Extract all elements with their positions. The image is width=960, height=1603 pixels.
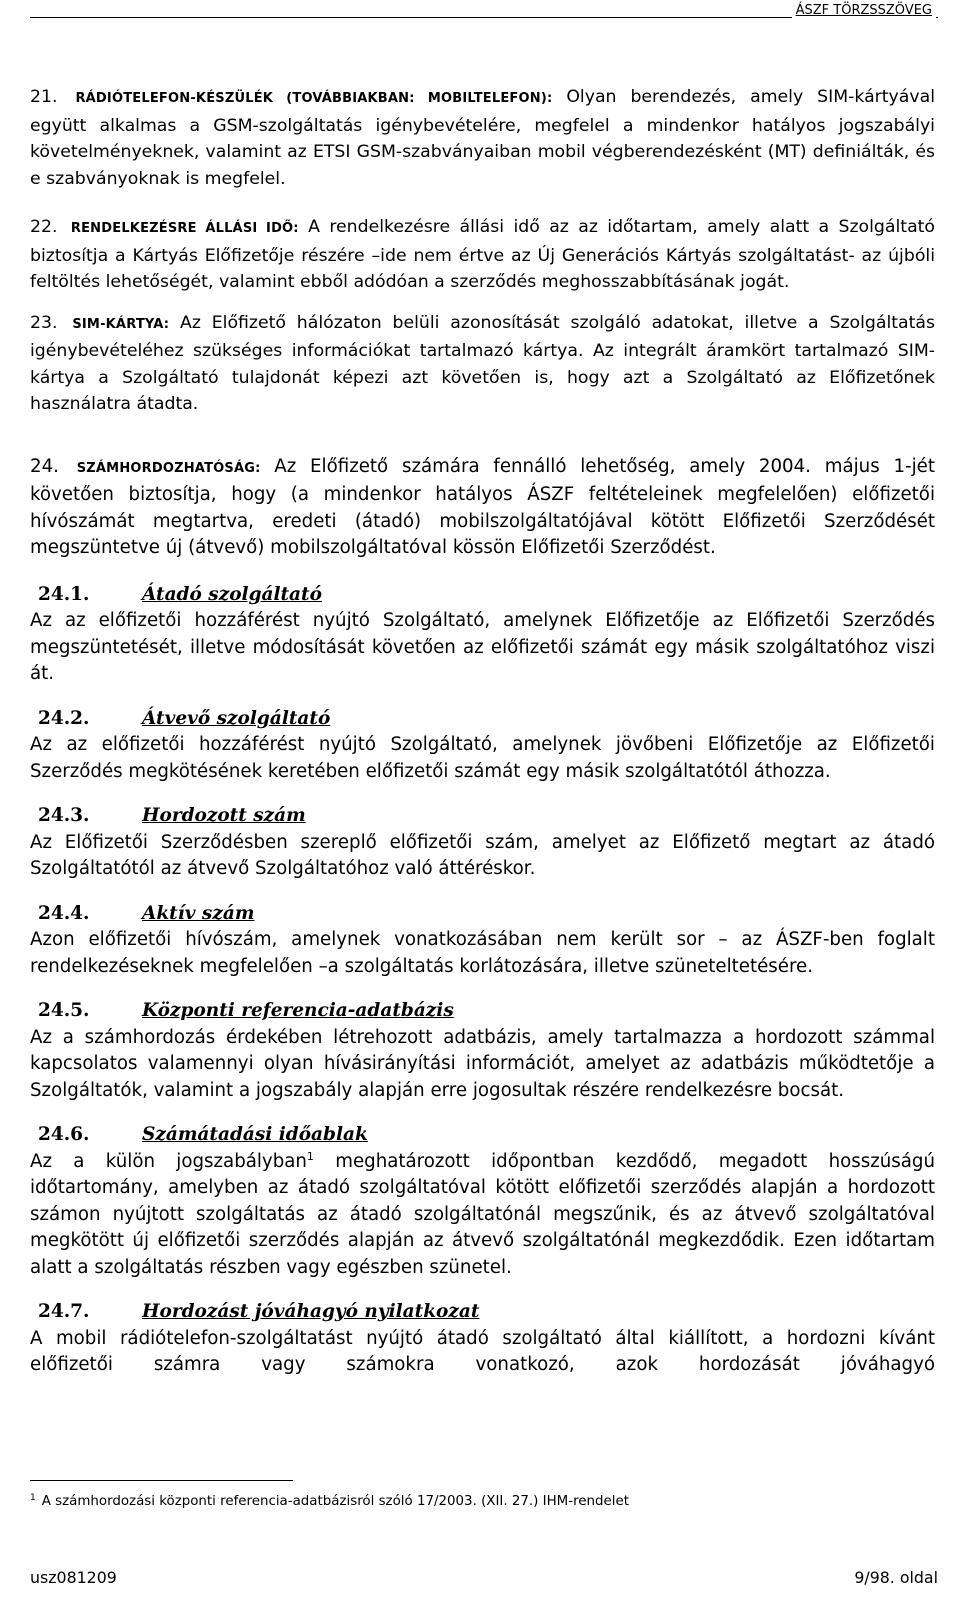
- footnote-separator: [30, 1480, 293, 1481]
- definition-text: Olyan berendezés, amely SIM-kártyával együtt alkalmas a GSM-szolgáltatás igénybevételére, megfelel a mindenkor hatályos jogszabályi követelményeknek, valamint az ETSI GSM-szabványaiban mobil végberendezésként (MT) definiálták, és e szabványoknak is megfelel.: [30, 87, 935, 189]
- page-number: 9/98. oldal: [854, 1568, 938, 1587]
- subsection-24-6: [30, 1122, 935, 1281]
- subsection-number: 24.2.: [38, 707, 90, 729]
- subsection-title: Átadó szolgáltató: [142, 583, 322, 605]
- subsection-title: Központi referencia-adatbázis: [142, 1000, 454, 1021]
- subsection-title: Átvevő szolgáltató: [142, 707, 331, 729]
- subsection-title: Hordozást jóváhagyó nyilatkozat: [142, 1301, 480, 1322]
- subsection-text: Az a számhordozás érdekében létrehozott adatbázis, amely tartalmazza a hordozott számmal kapcsolatos valamennyi olyan hívásirányítási információt, amelyet az adatbázis működtetője a Szolgáltatók, valamint a jogszabály alapján erre jogosultak részére rendelkezésre bocsát.: [30, 1026, 935, 1101]
- document-id: usz081209: [30, 1568, 117, 1587]
- subsection-text: [30, 1149, 935, 1282]
- subsection-heading: [38, 998, 935, 1025]
- subsection-24-3: [30, 803, 935, 883]
- subsection-text: Az az előfizetői hozzáférést nyújtó Szolgáltató, amelynek jövőbeni Előfizetője az Előfizetői Szerződés megkötésének keretében előfizetői számát egy másik szolgáltatótól áthozza.: [30, 734, 935, 782]
- subsection-heading: [38, 901, 935, 928]
- subsection-title: Számátadási időablak: [142, 1124, 368, 1145]
- subsection-heading: [38, 706, 935, 733]
- definition-23: [30, 310, 935, 418]
- definition-term: RÁDIÓTELEFON-KÉSZÜLÉK (TOVÁBBIAKBAN: MOBILTELEFON):: [75, 91, 553, 106]
- definition-number: 24.: [30, 455, 59, 477]
- subsection-number: 24.1.: [38, 583, 90, 605]
- subsection-text: Azon előfizetői hívószám, amelynek vonatkozásában nem került sor – az ÁSZF-ben foglalt rendelkezéseknek megfelelően –a szolgáltatás korlátozására, illetve szüneteltetésére.: [30, 929, 935, 977]
- definition-term: SIM-KÁRTYA:: [72, 316, 170, 332]
- subsection-text: Az az előfizetői hozzáférést nyújtó Szolgáltató, amelynek Előfizetője az Előfizetői Szerződés megszüntetését, illetve módosítását követően az előfizetői számát egy másik szolgáltatóhoz viszi át.: [30, 610, 935, 684]
- definition-24: [30, 454, 935, 562]
- subsection-text: Az Előfizetői Szerződésben szereplő előfizetői szám, amelyet az Előfizető megtart az átadó Szolgáltatótól az átvevő Szolgáltatóhoz való áttéréskor.: [30, 831, 935, 879]
- subsection-heading: [38, 582, 935, 609]
- subsection-24-2: [30, 706, 935, 786]
- definition-text: Az Előfizető hálózaton belüli azonosítását szolgáló adatokat, illetve a Szolgáltatás igénybevételéhez szükséges információkat tartalmazó kártya. Az integrált áramkört tartalmazó SIM-kártya a Szolgáltató tulajdonát képezi azt követően is, hogy azt a Szolgáltató az Előfizetőnek használatra átadta.: [30, 312, 935, 414]
- subsection-number: 24.6.: [38, 1124, 90, 1145]
- subsection-24-7: [30, 1299, 935, 1379]
- definition-term: SZÁMHORDOZHATÓSÁG:: [76, 460, 261, 476]
- subsection-text-rest: meghatározott időpontban kezdődő, megadott hosszúságú időtartomány, amelyben az átadó szolgáltatóval kötött előfizetői szerződés alapján a hordozott számon nyújtott szolgáltatás az átadó szolgáltatónál megszűnik, és az átvevő szolgáltatóval megkötött új előfizetői szerződés alapján az átvevő szolgáltatónál megkezdődik. Ezen időtartam alatt a szolgáltatás részben vagy egészben szünetel.: [30, 1150, 935, 1278]
- subsection-24-5: [30, 998, 935, 1104]
- footnote-reference[interactable]: 1: [306, 1149, 314, 1163]
- definition-number: 21.: [30, 87, 58, 107]
- subsection-heading: [38, 1122, 935, 1149]
- definition-number: 22.: [30, 217, 58, 237]
- subsection-text: A mobil rádiótelefon-szolgáltatást nyújtó átadó szolgáltató által kiállított, a hordozni kívánt előfizetői számra vagy számokra vonatkozó, azok hordozását jóváhagyó: [30, 1327, 935, 1375]
- footnote: [30, 1493, 629, 1511]
- subsection-title: Hordozott szám: [142, 805, 306, 826]
- definition-number: 23.: [30, 312, 58, 333]
- subsection-24-1: [30, 582, 935, 688]
- subsection-heading: [38, 803, 935, 830]
- definition-term: RENDELKEZÉSRE ÁLLÁSI IDŐ:: [70, 221, 299, 236]
- subsection-number: 24.4.: [38, 902, 90, 924]
- definition-21: [30, 84, 935, 192]
- subsection-text-start: Az a külön jogszabályban: [30, 1150, 307, 1172]
- definition-22: [30, 214, 935, 296]
- subsection-title: Aktív szám: [142, 902, 255, 924]
- header-title: ÁSZF TÖRZSSZÖVEG: [792, 3, 936, 18]
- footnote-number: 1: [30, 1492, 36, 1503]
- document-body: [30, 84, 935, 1379]
- subsection-number: 24.3.: [38, 805, 90, 826]
- definition-text: A rendelkezésre állási idő az az időtartam, amely alatt a Szolgáltató biztosítja a Kártyás Előfizetője részére –ide nem értve az Új Generációs Kártyás szolgáltatást- az újbóli feltöltés lehetőségét, valamint ebből adódóan a szerződés meghosszabbításának jogát.: [30, 217, 936, 292]
- subsection-24-4: [30, 901, 935, 981]
- subsection-heading: [38, 1299, 935, 1326]
- footnote-text: A számhordozási központi referencia-adatbázisról szóló 17/2003. (XII. 27.) IHM-rendelet: [41, 1494, 629, 1509]
- definition-text: Az Előfizető számára fennálló lehetőség, amely 2004. május 1-jét követően biztosítja, hogy (a mindenkor hatályos ÁSZF feltételeinek megfelelően) előfizetői hívószámát megtartva, eredeti (átadó) mobilszolgáltatójával kötött Előfizetői Szerződését megszüntetve új (átvevő) mobilszolgáltatóval kössön Előfizetői Szerződést.: [30, 455, 935, 558]
- subsection-number: 24.5.: [38, 1000, 90, 1021]
- page-header: [0, 0, 960, 28]
- page-footer: [30, 1568, 938, 1587]
- subsection-number: 24.7.: [38, 1301, 90, 1322]
